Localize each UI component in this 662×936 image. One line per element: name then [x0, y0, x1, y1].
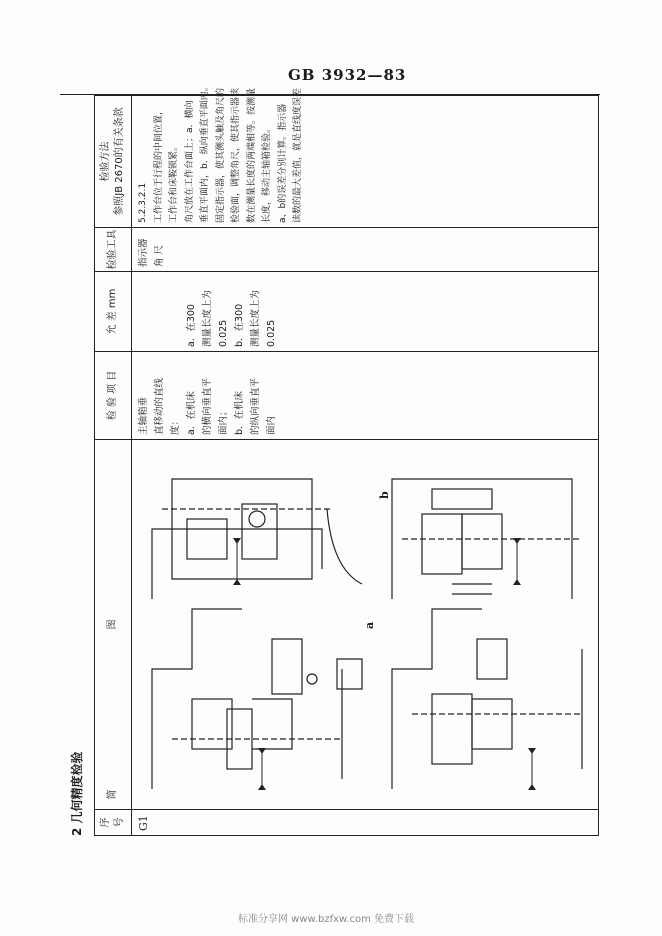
header-method-line2: 参照JB 2670的有关条款 — [114, 107, 125, 216]
item-line: 的横向垂直平 — [202, 377, 213, 435]
method-line: a、b的误差分别计算。指示器 — [277, 103, 288, 223]
row-tool — [132, 228, 599, 272]
method-line: 数在测量长度的两端相等。按测量 — [246, 87, 257, 223]
header-figure — [95, 440, 132, 810]
method-line: 长度，移动主轴箱检验。 — [262, 123, 272, 223]
table-header-row — [95, 96, 132, 836]
header-method-line1: 检验方法 — [100, 141, 111, 182]
label-b: b — [378, 491, 391, 499]
tolerance-line: 0.025 — [218, 319, 229, 347]
header-simple: 简 — [107, 789, 118, 800]
item-line: 直移动的直线 — [154, 377, 165, 435]
tolerance-line: b．在300 — [234, 303, 245, 347]
row-method — [132, 82, 599, 228]
row-item — [132, 352, 599, 440]
item-line: 的纵向垂直平 — [250, 377, 261, 435]
item-line: 面内 — [266, 415, 277, 435]
footer-watermark: 标准分享网 www.bzfxw.com 免费下载 — [238, 914, 414, 925]
method-line: 检验面，调整角尺，使其指示器读 — [231, 87, 241, 223]
tolerance-line: 测量长度上为 — [202, 289, 213, 347]
method-line: 角尺放在工作台面上；a．横向 — [184, 100, 195, 223]
row-tolerance — [132, 272, 599, 352]
method-line: 5.2.3.2.1 — [138, 182, 148, 223]
label-a: a — [363, 621, 376, 629]
tool-line: 角 尺 — [154, 244, 165, 267]
method-line: 固定指示器，使其测头触及角尺的 — [215, 87, 226, 223]
header-figure-label: 图 — [107, 619, 118, 630]
item-line: 面内； — [218, 406, 229, 435]
method-line: 垂直平面内，b．纵向垂直平面内。 — [200, 82, 210, 223]
header-tool: 检验工具 — [95, 228, 132, 272]
header-seq: 序 号 — [95, 810, 132, 836]
item-line: a．在机床 — [186, 391, 197, 435]
tool-line: 指示器 — [138, 238, 149, 267]
item-line: 度： — [170, 415, 181, 435]
inspection-table — [94, 82, 599, 836]
method-line: 读数的最大差值，就是直线度误差 — [293, 87, 303, 223]
row-diagram — [132, 440, 599, 810]
header-item: 检 验 项 目 — [95, 352, 132, 440]
row-seq: G1 — [132, 810, 599, 836]
tolerance-line: a．在300 — [186, 304, 197, 347]
header-tolerance: 允 差 mm — [95, 272, 132, 352]
item-line: b．在机床 — [234, 390, 245, 435]
tolerance-line: 0.025 — [266, 319, 277, 347]
tolerance-line: 测量长度上为 — [250, 289, 261, 347]
item-line: 主轴箱垂 — [138, 396, 149, 435]
method-line: 工作台和床鞍锁紧。 — [169, 141, 179, 223]
header-method — [95, 96, 132, 228]
method-line: 工作台位于行程的中间位置， — [153, 105, 164, 223]
table-row — [132, 96, 599, 836]
rotated-content — [70, 82, 599, 836]
section-title: 2 几何精度检验 — [70, 751, 84, 836]
standard-number-header: GB 3932—83 — [288, 66, 407, 84]
